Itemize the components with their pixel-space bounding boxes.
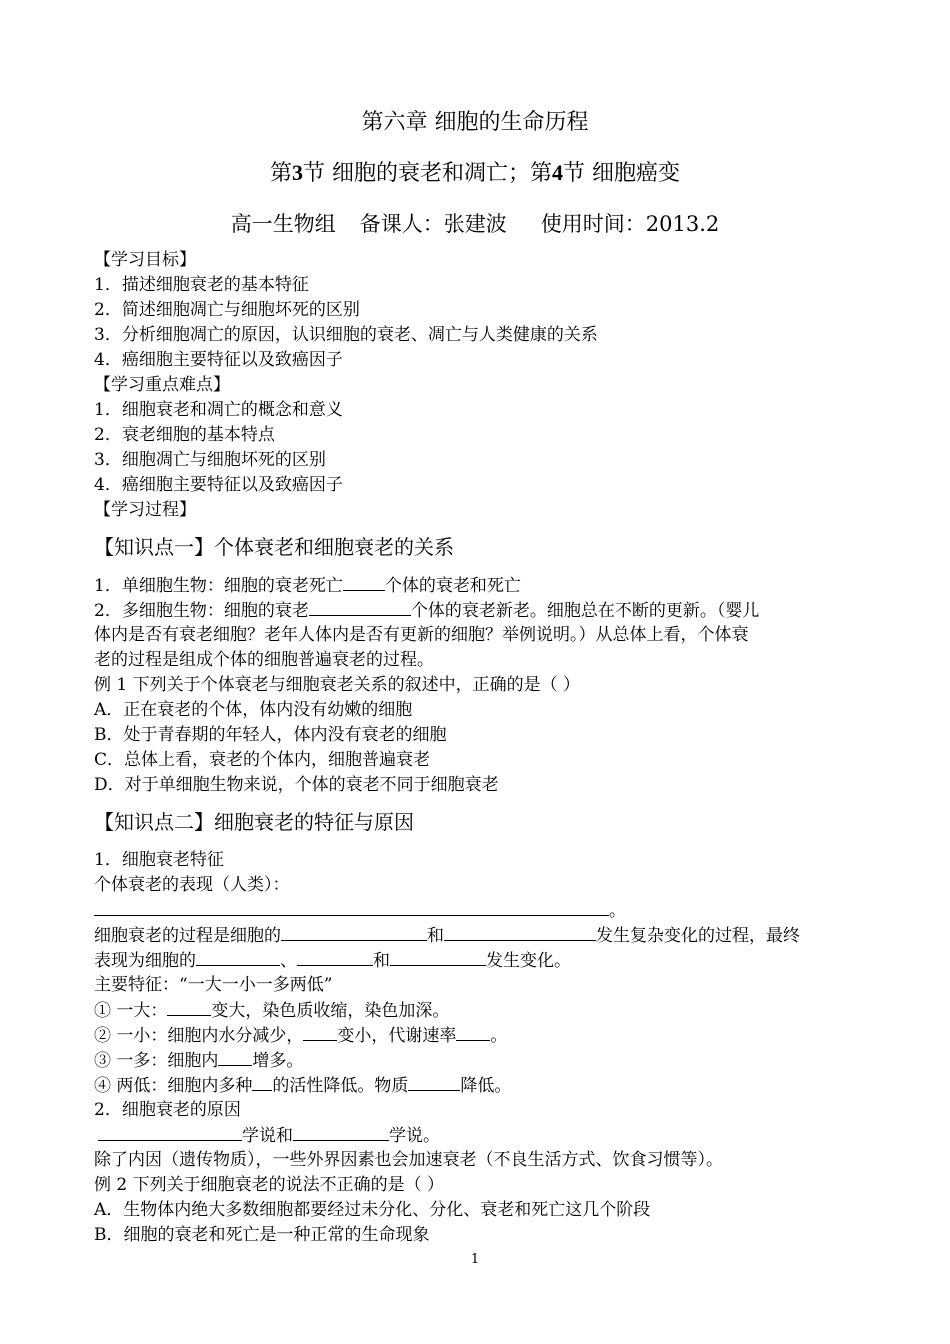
text-part: ④ 两低：细胞内多种 — [94, 1076, 253, 1096]
kp2-line — [94, 923, 800, 948]
key-point-item: 4．癌细胞主要特征以及致癌因子 — [94, 475, 343, 495]
text-part: 增多。 — [252, 1051, 304, 1071]
fill-blank[interactable] — [252, 1073, 272, 1091]
example-2-option[interactable]: A．生物体内绝大多数细胞都要经过未分化、分化、衰老和死亡这几个阶段 — [94, 1200, 651, 1220]
page-number: 1 — [470, 1252, 480, 1267]
kp1-line — [94, 598, 759, 623]
text-part: 和 — [373, 951, 390, 971]
kp1-line — [94, 573, 521, 598]
group-name: 高一生物组 — [230, 212, 336, 236]
kp2-line: 个体衰老的表现（人类）： — [94, 875, 290, 895]
key-points-heading: 【学习重点难点】 — [94, 375, 230, 395]
fill-blank[interactable] — [167, 998, 211, 1016]
author-line — [0, 209, 950, 239]
fill-blank[interactable] — [196, 948, 280, 966]
objectives-heading: 【学习目标】 — [94, 250, 196, 270]
chapter-title: 第六章 细胞的生命历程 — [361, 110, 589, 135]
text-part: 和 — [427, 926, 444, 946]
fill-blank[interactable] — [408, 1073, 460, 1091]
text-part: 个体的衰老新老。细胞总在不断的更新。（婴儿 — [410, 601, 760, 621]
text-part: 表现为细胞的 — [94, 951, 196, 971]
feature-item — [94, 1023, 507, 1048]
process-heading: 【学习过程】 — [94, 500, 196, 520]
kp2-line: 除了内因（遗传物质），一些外界因素也会加速衰老（不良生活方式、饮食习惯等）。 — [94, 1150, 723, 1170]
fill-blank[interactable] — [297, 948, 373, 966]
preparer: 备课人：张建波 — [359, 212, 507, 236]
text-part: 变大，染色质收缩，染色加深。 — [211, 1001, 450, 1021]
text-part: 、 — [280, 951, 297, 971]
kp1-line: 体内是否有衰老细胞？老年人体内是否有更新的细胞？举例说明。）从总体上看，个体衰 — [94, 625, 749, 645]
kp2-subheading: 1．细胞衰老特征 — [94, 850, 224, 870]
key-point-item: 2．衰老细胞的基本特点 — [94, 425, 275, 445]
text-part: 发生变化。 — [486, 951, 571, 971]
example-2-option[interactable]: B．细胞的衰老和死亡是一种正常的生命现象 — [94, 1225, 430, 1245]
knowledge-point-1-heading: 【知识点一】个体衰老和细胞衰老的关系 — [94, 535, 454, 559]
text-part: 学说。 — [389, 1126, 440, 1146]
kp2-line — [98, 1123, 440, 1148]
text-part: 变小，代谢速率 — [337, 1026, 457, 1046]
example-1-question: 例 1 下列关于个体衰老与细胞衰老关系的叙述中，正确的是（ ） — [94, 675, 581, 695]
fill-blank[interactable] — [293, 1123, 389, 1141]
objective-item: 2．简述细胞凋亡与细胞坏死的区别 — [94, 300, 360, 320]
example-1-option[interactable]: A．正在衰老的个体，体内没有幼嫩的细胞 — [94, 700, 413, 720]
feature-item — [94, 1048, 303, 1073]
feature-item — [94, 998, 449, 1023]
objective-item: 1．描述细胞衰老的基本特征 — [94, 275, 309, 295]
text-part: 发生复杂变化的过程，最终 — [596, 926, 800, 946]
fill-blank[interactable] — [390, 948, 486, 966]
section-number: 4 — [552, 160, 563, 185]
section-title-part: 节 细胞癌变 — [563, 161, 680, 186]
section-number: 3 — [292, 160, 303, 185]
example-1-option[interactable]: D．对于单细胞生物来说，个体的衰老不同于细胞衰老 — [94, 775, 499, 795]
key-point-item: 1．细胞衰老和凋亡的概念和意义 — [94, 400, 343, 420]
kp2-line — [94, 898, 626, 923]
example-2-question: 例 2 下列关于细胞衰老的说法不正确的是（ ） — [94, 1175, 445, 1195]
text-part: ① 一大： — [94, 1001, 168, 1021]
text-part: 个体的衰老和死亡 — [384, 576, 521, 596]
text-part: 的活性降低。物质 — [272, 1076, 409, 1096]
text-part: 学说和 — [242, 1126, 293, 1146]
fill-blank[interactable] — [444, 923, 596, 941]
text-part: 降低。 — [460, 1076, 512, 1096]
example-1-option[interactable]: C．总体上看，衰老的个体内，细胞普遍衰老 — [94, 750, 431, 770]
text-part: 。 — [490, 1026, 508, 1046]
text-part: 。 — [609, 901, 626, 921]
text-part: ② 一小：细胞内水分减少， — [94, 1026, 304, 1046]
fill-blank[interactable] — [281, 923, 427, 941]
key-point-item: 3．细胞凋亡与细胞坏死的区别 — [94, 450, 326, 470]
fill-blank[interactable] — [456, 1023, 490, 1041]
text-part: 细胞衰老的过程是细胞的 — [94, 926, 281, 946]
feature-item — [94, 1073, 511, 1098]
kp2-line — [94, 948, 571, 973]
objective-item: 4．癌细胞主要特征以及致癌因子 — [94, 350, 343, 370]
section-title-part: 第 — [269, 161, 292, 186]
kp2-subheading: 2．细胞衰老的原因 — [94, 1100, 241, 1120]
fill-blank[interactable] — [98, 1123, 242, 1141]
usage-date: 使用时间：2013.2 — [540, 212, 720, 236]
text-part: ③ 一多：细胞内 — [94, 1051, 219, 1071]
knowledge-point-2-heading: 【知识点二】细胞衰老的特征与原因 — [94, 810, 414, 834]
section-title-part: 节 细胞的衰老和凋亡；第 — [303, 161, 552, 186]
example-1-option[interactable]: B．处于青春期的年轻人，体内没有衰老的细胞 — [94, 725, 447, 745]
text-part: 1．单细胞生物：细胞的衰老死亡 — [94, 576, 343, 596]
fill-blank[interactable] — [94, 898, 609, 916]
fill-blank[interactable] — [309, 598, 411, 616]
text-part: 2．多细胞生物：细胞的衰老 — [94, 601, 309, 621]
fill-blank[interactable] — [343, 573, 385, 591]
section-title — [0, 158, 950, 189]
fill-blank[interactable] — [303, 1023, 337, 1041]
kp1-line: 老的过程是组成个体的细胞普遍衰老的过程。 — [94, 650, 434, 670]
objective-item: 3．分析细胞凋亡的原因，认识细胞的衰老、凋亡与人类健康的关系 — [94, 325, 598, 345]
fill-blank[interactable] — [218, 1048, 252, 1066]
kp2-line: 主要特征：“一大一小一多两低” — [94, 975, 333, 995]
